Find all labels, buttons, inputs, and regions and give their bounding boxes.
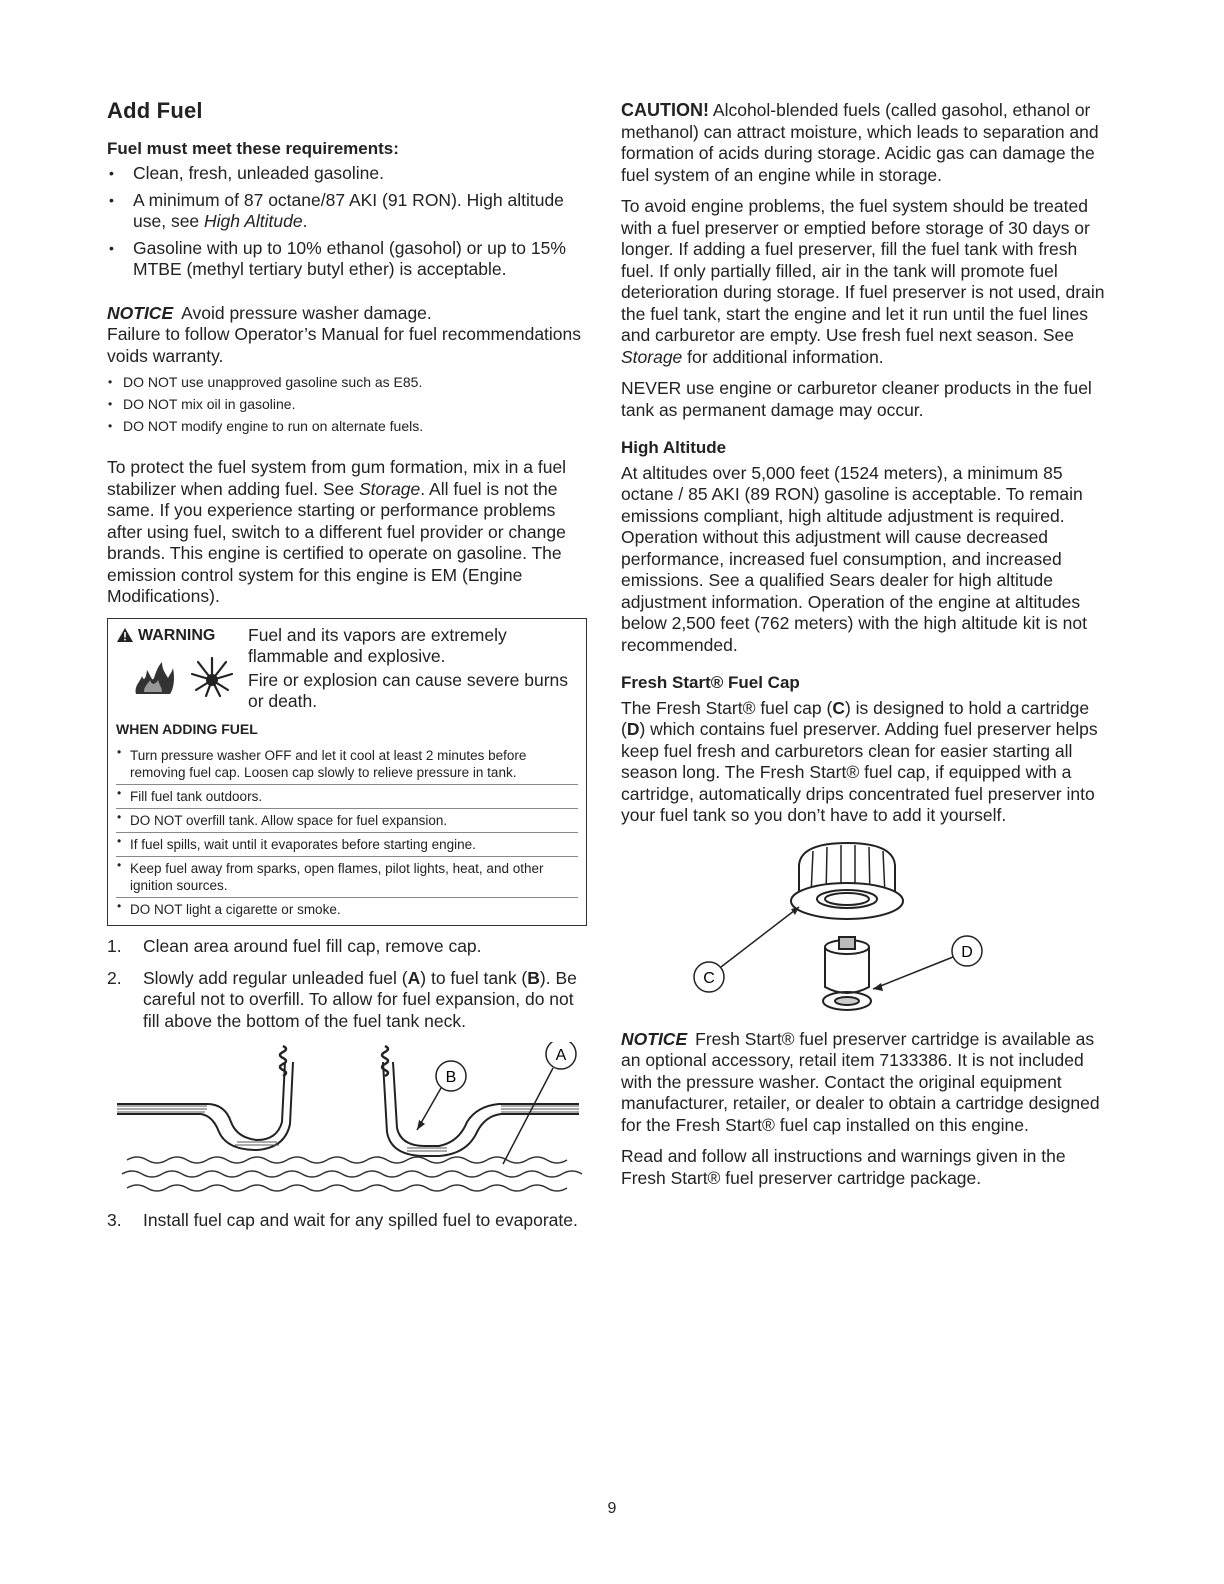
warning-triangle-icon bbox=[116, 627, 134, 643]
requirements-list bbox=[107, 163, 587, 281]
left-column bbox=[107, 100, 587, 1242]
list-item: • DO NOT mix oil in gasoline. bbox=[107, 395, 587, 413]
list-item: 3. Install fuel cap and wait for any spilled fuel to evaporate. bbox=[107, 1210, 578, 1230]
fresh-start-heading: Fresh Start® Fuel Cap bbox=[621, 673, 800, 692]
caution-paragraph: CAUTION! Alcohol-blended fuels (called gasohol, ethanol or methanol) can attract moisture, which leads to separation and formation of acids during storage. Acidic gas can damage the fuel system of an engine while in storage. bbox=[621, 100, 1099, 185]
warning-text-2: Fire or explosion can cause severe burns or death. bbox=[248, 669, 569, 711]
list-item: • Gasoline with up to 10% ethanol (gasohol) or up to 15% MTBE (methyl tertiary butyl ether) is acceptable. bbox=[107, 238, 587, 281]
steps-list bbox=[107, 936, 587, 1032]
section-title: Add Fuel bbox=[107, 98, 203, 123]
fuel-tank-diagram bbox=[107, 1042, 587, 1202]
notice-list bbox=[107, 373, 587, 435]
storage-ref: Storage bbox=[358, 478, 421, 499]
fuel-cap-diagram bbox=[621, 839, 1106, 1019]
list-item: • Clean, fresh, unleaded gasoline. bbox=[107, 163, 587, 185]
list-item: • DO NOT overfill tank. Allow space for fuel expansion. bbox=[116, 808, 578, 829]
fresh-start-paragraph: The Fresh Start® fuel cap (C) is designed to hold a cartridge (D) which contains fuel preserver. Adding fuel preserver helps keep fuel fresh and carburetors clean for easier starting all season long. The Fresh Start® fuel cap, if equipped with a cartridge, automatically drips concentrated fuel preserver into your fuel tank so you don’t have to add it yourself. bbox=[621, 697, 1098, 825]
avoid-paragraph: To avoid engine problems, the fuel system should be treated with a fuel preserver or emptied before storage of 30 days or longer. If adding a fuel preserver, fill the fuel tank with fresh fuel. If only partially filled, air in the tank will promote fuel deterioration during storage. If fuel preserver is not used, drain the fuel tank, start the engine and let it run until the fuel lines and carburetor are empty. Use fresh fuel next season. See Storage for additional information. bbox=[621, 196, 1105, 367]
list-item: • Turn pressure washer OFF and let it cool at least 2 minutes before removing fuel cap. Loosen cap slowly to relieve pressure in tank. bbox=[116, 744, 578, 781]
never-paragraph: NEVER use engine or carburetor cleaner products in the fuel tank as permanent damage may occur. bbox=[621, 378, 1092, 420]
notice-block: NOTICE Avoid pressure washer damage. Failure to follow Operator’s Manual for fuel recommendations voids warranty. • DO NOT use unapproved gasoline such as E85. • DO NOT mix oil in gasoline. • DO NOT modify engine to run on alternate fuels. bbox=[107, 303, 587, 436]
warning-text-1: Fuel and its vapors are extremely flammable and explosive. bbox=[248, 624, 507, 666]
notice-text: Failure to follow Operator’s Manual for fuel recommendations voids warranty. bbox=[107, 324, 582, 366]
high-altitude-ref: High Altitude bbox=[204, 211, 303, 231]
list-item: • Fill fuel tank outdoors. bbox=[116, 784, 578, 805]
callout-d bbox=[873, 936, 982, 991]
fire-icon bbox=[132, 656, 176, 696]
high-altitude-heading: High Altitude bbox=[621, 438, 727, 457]
notice-word: NOTICE bbox=[107, 302, 174, 323]
warning-list bbox=[116, 744, 578, 918]
svg-text:B: B bbox=[445, 1069, 457, 1086]
page-number: 9 bbox=[607, 1500, 617, 1517]
list-item: • If fuel spills, wait until it evaporates before starting engine. bbox=[116, 832, 578, 853]
cartridge bbox=[823, 937, 871, 1010]
callout-c bbox=[694, 907, 799, 992]
caution-word: CAUTION! bbox=[621, 100, 709, 120]
steps-list-cont bbox=[107, 1210, 587, 1232]
svg-text:D: D bbox=[961, 943, 973, 961]
right-column bbox=[621, 100, 1106, 1199]
notice-paragraph: NOTICE Fresh Start® fuel preserver cartridge is available as an optional accessory, retail item 7133386. It is not included with the pressure washer. Contact the original equipment manufacturer, retailer, or dealer to obtain a cartridge designed for the Fresh Start® fuel cap installed on this engine. bbox=[621, 1028, 1100, 1135]
list-item: • DO NOT light a cigarette or smoke. bbox=[116, 897, 578, 918]
storage-ref: Storage bbox=[621, 346, 683, 367]
svg-text:C: C bbox=[703, 969, 715, 987]
warning-subheading: WHEN ADDING FUEL bbox=[116, 720, 258, 737]
notice-word: NOTICE bbox=[621, 1028, 688, 1049]
list-item: • Keep fuel away from sparks, open flames, pilot lights, heat, and other ignition sources. bbox=[116, 856, 578, 894]
list-item: • DO NOT modify engine to run on alternate fuels. bbox=[107, 417, 587, 435]
callout-b bbox=[417, 1061, 466, 1130]
read-paragraph: Read and follow all instructions and warnings given in the Fresh Start® fuel preserver cartridge package. bbox=[621, 1146, 1066, 1188]
svg-text:A: A bbox=[555, 1047, 567, 1064]
list-item: 2. Slowly add regular unleaded fuel (A) to fuel tank (B). Be careful not to overfill. To allow for fuel expansion, do not fill above the bottom of the fuel tank neck. bbox=[107, 967, 577, 1031]
warning-box bbox=[107, 618, 587, 927]
list-item: • DO NOT use unapproved gasoline such as E85. bbox=[107, 373, 587, 391]
high-altitude-paragraph: At altitudes over 5,000 feet (1524 meters), a minimum 85 octane / 85 AKI (89 RON) gasoline is acceptable. To remain emissions compliant, high altitude adjustment is required. Operation without this adjustment will cause decreased performance, increased fuel consumption, and increased emissions. See a qualified Sears dealer for high altitude adjustment information. Operation of the engine at altitudes below 2,500 feet (762 meters) with the high altitude kit is not recommended. bbox=[621, 462, 1087, 655]
list-item: 1. Clean area around fuel fill cap, remove cap. bbox=[107, 936, 482, 956]
fuel-cap bbox=[791, 843, 903, 919]
cap-thread-left bbox=[280, 1046, 286, 1076]
explosion-icon bbox=[190, 656, 234, 698]
warning-label: WARNING bbox=[138, 626, 216, 644]
requirements-heading: Fuel must meet these requirements: bbox=[107, 138, 399, 158]
list-item: • A minimum of 87 octane/87 AKI (91 RON). High altitude use, see High Altitude. bbox=[107, 190, 587, 233]
protect-paragraph: To protect the fuel system from gum formation, mix in a fuel stabilizer when adding fuel. See Storage. All fuel is not the same. If you experience starting or performance problems after using fuel, switch to a different fuel provider or change brands. This engine is certified to operate on gasoline. The emission control system for this engine is EM (Engine Modifications). bbox=[107, 457, 567, 606]
